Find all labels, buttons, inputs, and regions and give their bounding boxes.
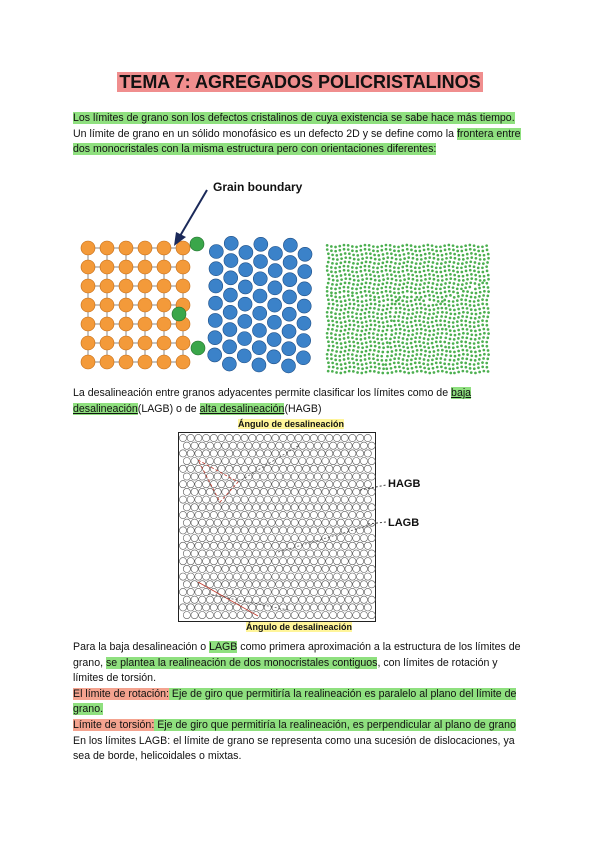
atom [282,324,296,338]
atom [296,351,310,365]
atom [119,298,133,312]
atom [100,355,114,369]
atom [138,317,152,331]
atom [238,332,252,346]
atom [283,255,297,269]
atom [253,272,267,286]
grain-boundary-label: Grain boundary [213,180,303,194]
atom [157,279,171,293]
atom [119,260,133,274]
atom [238,314,252,328]
atom [157,317,171,331]
atom [119,317,133,331]
label-pointers [360,480,390,530]
atom [224,271,238,285]
atom [100,241,114,255]
atom [298,247,312,261]
atom [267,333,281,347]
atom [297,316,311,330]
atom [239,245,253,259]
polycrystal-dots [326,244,490,375]
page-title: TEMA 7: AGREGADOS POLICRISTALINOS [119,72,481,92]
atom [297,334,311,348]
atom [100,279,114,293]
atom [157,298,171,312]
boundary-atom [191,341,205,355]
atom [224,254,238,268]
atom [252,341,266,355]
atom [253,289,267,303]
atom [209,244,223,258]
atom [223,288,237,302]
atom [254,255,268,269]
atom [176,241,190,255]
grain-boundary-arrow [180,190,207,236]
atom [283,238,297,252]
grain-boundary-figure [70,176,490,376]
atom [268,264,282,278]
atom [268,246,282,260]
atom [237,349,251,363]
atom [209,279,223,293]
atom [176,260,190,274]
atom [209,262,223,276]
atom [176,279,190,293]
atom [282,307,296,321]
atom [223,340,237,354]
paragraph-lagb: Para la baja desalineación o LAGB como primera aproximación a la estructura de los límites de grano, se plantea la realineación de dos monocristales contiguos, con límites de rotación y límites de torsión. El límite de rotación: Eje de giro que permitiría la realineación es paralelo al plano del límite de grano. Límite de torsión: Eje de giro que permitiría la realineación, es perpendicular al plano de grano En los límites LAGB: el límite de grano se representa como una sucesión de dislocaciones, ya sea de borde, helicoidales o mixtas. [73,641,521,763]
atom [100,336,114,350]
atom [176,355,190,369]
atom [283,273,297,287]
paragraph-intro: Los límites de grano son los defectos cristalinos de cuya existencia se sabe hace más tiempo. Un límite de grano en un sólido monofásico es un defecto 2D y se define como la frontera entre dos monocristales con la misma estructura pero con orientaciones diferentes: [73,112,521,156]
atom [138,336,152,350]
atom [176,336,190,350]
boundary-atom [172,307,186,321]
atom [81,279,95,293]
atom [223,323,237,337]
atom [157,355,171,369]
atom [253,306,267,320]
atom [81,260,95,274]
atom [267,315,281,329]
atom [208,331,222,345]
atom [119,241,133,255]
atom [100,298,114,312]
atom [100,317,114,331]
atom [138,355,152,369]
atom [81,336,95,350]
atom [297,299,311,313]
atom [281,359,295,373]
atom [238,297,252,311]
atom [100,260,114,274]
atom [209,296,223,310]
paragraph-misalignment: La desalineación entre granos adyacentes permite clasificar los límites como de baja desalineación(LAGB) o de alta desalineación(HAGB) [73,387,472,415]
atom [138,241,152,255]
atom [119,355,133,369]
atom [267,350,281,364]
atom [208,313,222,327]
atom [138,279,152,293]
atom [268,281,282,295]
atom [222,357,236,371]
bubble-raft-figure [178,432,376,622]
atom [252,323,266,337]
atom [119,279,133,293]
atom [297,282,311,296]
atom [157,260,171,274]
atom [157,336,171,350]
atom [282,342,296,356]
atom [138,260,152,274]
atom [252,358,266,372]
atom [157,241,171,255]
hagb-label: HAGB [388,478,421,490]
atom [81,317,95,331]
atom [223,305,237,319]
misalignment-angle-bottom: Ángulo de desalineación [246,622,353,632]
atom [81,298,95,312]
atom [298,265,312,279]
lagb-label: LAGB [388,517,420,529]
boundary-atom [190,237,204,251]
atom [268,298,282,312]
atom [239,263,253,277]
atom [238,280,252,294]
atom [81,241,95,255]
atom [283,290,297,304]
atom [81,355,95,369]
misalignment-angle-top: Ángulo de desalineación [238,419,345,429]
atom [119,336,133,350]
atom [138,298,152,312]
atom [254,237,268,251]
atom [224,236,238,250]
atom [208,348,222,362]
